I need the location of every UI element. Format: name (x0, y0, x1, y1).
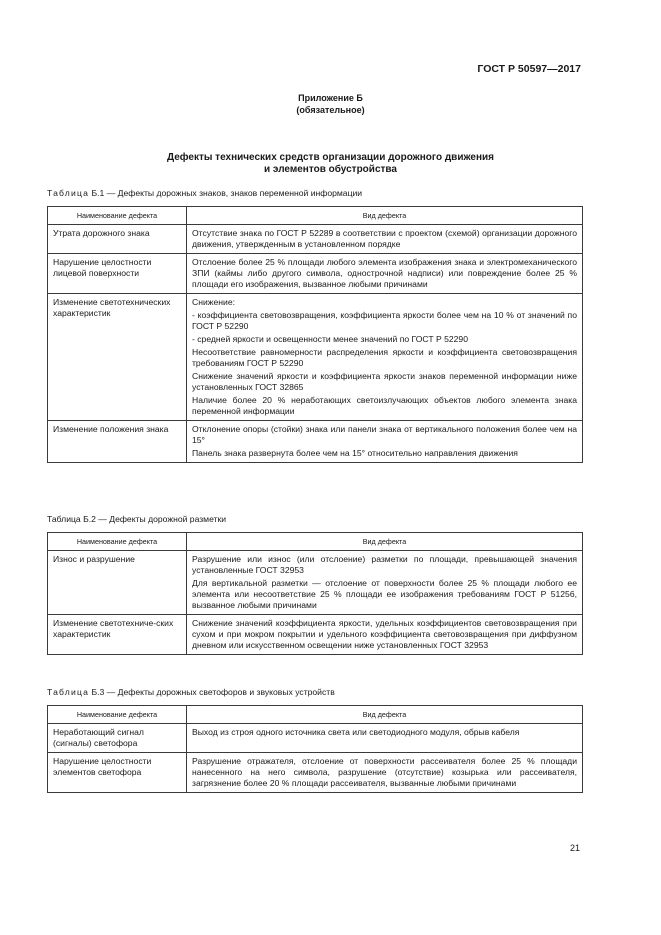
defect-description: - средней яркости и освещенности менее значений по ГОСТ Р 52290 (192, 334, 468, 344)
column-header-defect-name: Наименование дефекта (48, 207, 187, 225)
defect-description: Разрушение отражателя, отслоение от поверхности рассеивателя более 25 % площади нанесенного на него символа, разрушение (отсутствие) козырька или рассеивателя, загрязнение более 20 % площади рассеивателя, вызванные любыми причинами (192, 756, 577, 788)
column-header-defect-type: Вид дефекта (187, 706, 583, 724)
table-row (48, 421, 583, 463)
defect-description: Снижение значений коэффициента яркости, удельных коэффициентов световозвращения при сухом и при мокром покрытии и удельного коэффициента световозвращения при диффузном дневном или искусственном освещении ниже установленных ГОСТ 32953 (192, 618, 577, 650)
defect-name-cell: Неработающий сигнал (сигналы) светофора (48, 724, 187, 753)
defect-name-cell: Изменение светотехнических характеристик (48, 294, 187, 421)
appendix-heading (0, 92, 661, 116)
table-header-row (48, 706, 583, 724)
column-header-defect-type: Вид дефекта (187, 207, 583, 225)
document-title (0, 152, 661, 176)
table-b2-caption: Таблица Б.2 — Дефекты дорожной разметки (47, 514, 227, 524)
column-header-defect-name: Наименование дефекта (48, 533, 187, 551)
defect-name-cell: Нарушение целостности лицевой поверхности (48, 254, 187, 294)
defect-type-cell (187, 421, 583, 463)
table-b1-caption: Таблица Б.1 — Дефекты дорожных знаков, знаков переменной информации (47, 188, 363, 198)
table-b3-caption: Таблица Б.3 — Дефекты дорожных светофоров и звуковых устройств (47, 687, 335, 697)
table-row (48, 254, 583, 294)
defect-type-cell (187, 724, 583, 753)
document-title-line-1: Дефекты технических средств организации дорожного движения (166, 152, 495, 163)
table-header-row (48, 533, 583, 551)
defect-type-cell (187, 294, 583, 421)
table-row (48, 551, 583, 615)
defect-description: Снижение значений яркости и коэффициента яркости знаков переменной информации ниже установленных ГОСТ 32865 (192, 371, 577, 392)
column-header-defect-type: Вид дефекта (187, 533, 583, 551)
defect-type-cell (187, 615, 583, 655)
defect-description: Отклонение опоры (стойки) знака или панели знака от вертикального положения более чем на 15° (192, 424, 577, 445)
appendix-title: Приложение Б (298, 93, 363, 103)
defect-description: Отслоение более 25 % площади любого элемента изображения знака и электромеханического ЗПИ (каймы либо другого символа, одноcтрочной надписи) или повреждение более 25 % площади его изображения, вызванное любыми причинами (192, 257, 577, 289)
defect-description: Несоответствие равномерности распределения яркости и коэффициента световозвращения требованиям ГОСТ Р 52290 (192, 347, 577, 368)
document-title-line-2: и элементов обустройства (264, 164, 397, 175)
defect-description: - коэффициента световозвращения, коэффициента яркости более чем на 10 % от значений по ГОСТ Р 52290 (192, 310, 577, 331)
defect-type-cell (187, 254, 583, 294)
table-header-row (48, 207, 583, 225)
standard-designation: ГОСТ Р 50597—2017 (477, 63, 581, 75)
appendix-status: (обязательное) (296, 105, 365, 115)
table-row (48, 724, 583, 753)
defect-type-cell (187, 551, 583, 615)
defect-name-cell: Утрата дорожного знака (48, 225, 187, 254)
table-b1 (47, 206, 583, 463)
defect-description: Снижение: (192, 297, 235, 307)
defect-name-cell: Износ и разрушение (48, 551, 187, 615)
defect-description: Отсутствие знака по ГОСТ Р 52289 в соответствии с проектом (схемой) организации дорожного движения, утвержденным в установленном порядке (192, 228, 577, 249)
table-row (48, 615, 583, 655)
table-row (48, 753, 583, 793)
defect-description: Для вертикальной разметки — отслоение от поверхности более 25 % площади любого ее элемента или несоответствие 25 % площади ее изображения требованиям ГОСТ Р 51256, вызванное любыми причинами (192, 578, 577, 610)
column-header-defect-name: Наименование дефекта (48, 706, 187, 724)
table-row (48, 294, 583, 421)
table-b3 (47, 705, 583, 793)
defect-description: Разрушение или износ (или отслоение) разметки по площади, превышающей значения установленные ГОСТ 32953 (192, 554, 577, 575)
defect-name-cell: Изменение положения знака (48, 421, 187, 463)
defect-name-cell: Нарушение целостности элементов светофора (48, 753, 187, 793)
defect-type-cell (187, 225, 583, 254)
defect-description: Панель знака развернута более чем на 15° относительно направления движения (192, 448, 518, 458)
page-number: 21 (570, 843, 581, 853)
defect-type-cell (187, 753, 583, 793)
table-row (48, 225, 583, 254)
defect-description: Наличие более 20 % неработающих светоизлучающих объектов любого элемента знака переменной информации (192, 395, 577, 416)
table-b2 (47, 532, 583, 655)
defect-name-cell: Изменение светотехниче-ских характеристик (48, 615, 187, 655)
defect-description: Выход из строя одного источника света или светодиодного модуля, обрыв кабеля (192, 727, 520, 737)
